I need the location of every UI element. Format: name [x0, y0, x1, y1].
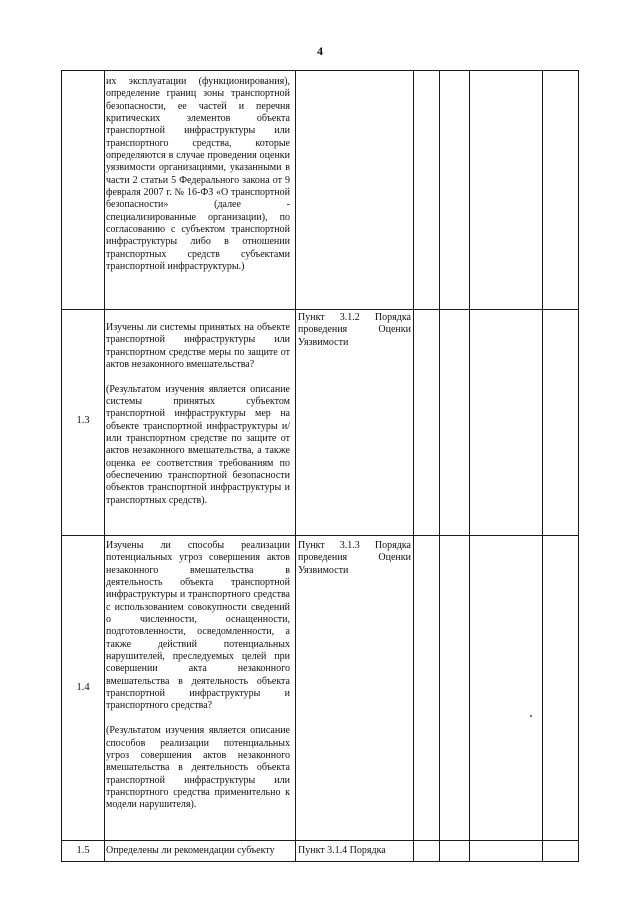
table-border-right — [578, 70, 579, 861]
row-number: 1.5 — [76, 845, 90, 856]
question-text: их эксплуатации (функционирования), определение границ зоны транспортной безопасности, ее частей и перечня критических элементов объекта транспортной инфраструктуры или транспортного средства, которые определяются в случае проведения оценки уязвимости организациями, указанными в части 2 статьи 5 Федерального закона от 9 февраля 2007 г. № 16-ФЗ «О транспортной безопасности» (далее - специализированные организации), по согласованию с субъектом транспортной инфраструктуры либо в отношении транспортных средств субъектами транспортной инфраструктуры.) — [106, 76, 290, 273]
column-divider — [469, 70, 470, 861]
table-border-left — [61, 70, 62, 861]
reference-text: Пункт 3.1.3 Порядка проведения Оценки Уязвимости — [298, 540, 411, 576]
scan-mark — [530, 715, 532, 717]
page-number: 4 — [317, 44, 323, 58]
column-divider — [104, 70, 105, 861]
reference-text: Пункт 3.1.4 Порядка — [298, 845, 386, 856]
reference-text: Пункт 3.1.2 Порядка проведения Оценки Уязвимости — [298, 312, 411, 348]
column-divider — [295, 70, 296, 861]
column-divider — [542, 70, 543, 861]
table-border-bottom — [61, 861, 579, 862]
row-divider — [61, 840, 579, 841]
table-border-top — [61, 70, 579, 71]
row-number: 1.3 — [76, 415, 90, 426]
row-divider — [61, 535, 579, 536]
column-divider — [413, 70, 414, 861]
question-text: Изучены ли способы реализации потенциальных угроз совершения актов незаконного вмешательства в деятельность объекта транспортной инфраструктуры и транспортного средства с использованием совокупности сведений о численности, оснащенности, подготовленности, осведомленности, а также действий потенциальных нарушителей, преследуемых целей при совершении акта незаконного вмешательства в деятельность объекта транспортной инфраструктуры и транспортного средства? (Результатом изучения является описание способов реализации потенциальных угроз совершения актов незаконного вмешательства в деятельность объекта транспортной инфраструктуры или транспортного средства применительно к модели нарушителя). — [106, 540, 290, 811]
row-number: 1.4 — [76, 682, 90, 693]
question-text: Изучены ли системы принятых на объекте транспортной инфраструктуры или транспортном средстве меры по защите от актов незаконного вмешательства? (Результатом изучения является описание системы принятых субъектом транспортной инфраструктуры мер на объекте транспортной инфраструктуры и/или транспортном средстве по защите от актов незаконного вмешательства, а также оценка ее соответствия требованиям по обеспечению транспортной безопасности объектов транспортной инфраструктуры и транспортных средств). — [106, 322, 290, 506]
column-divider — [439, 70, 440, 861]
row-divider — [61, 309, 579, 310]
question-text: Определены ли рекомендации субъекту — [106, 845, 275, 856]
